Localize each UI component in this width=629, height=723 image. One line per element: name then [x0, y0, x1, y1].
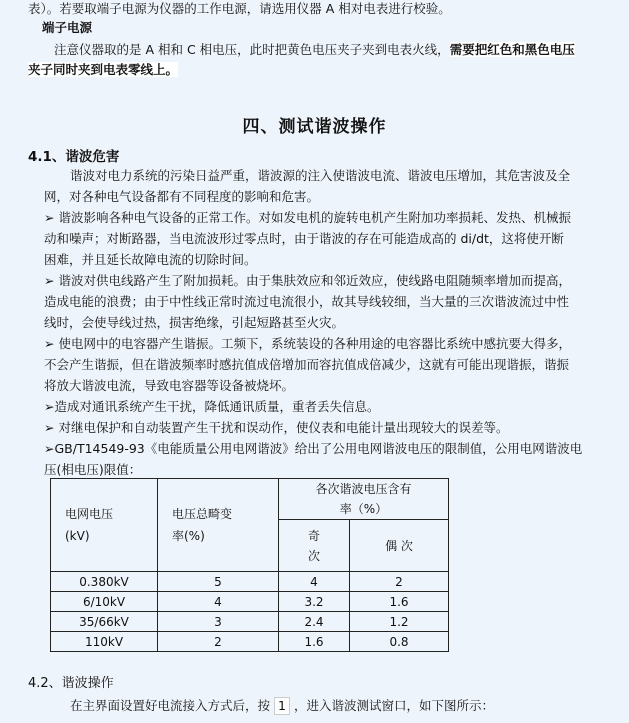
section-title: 四、测试谐波操作	[242, 117, 387, 137]
note-line	[54, 40, 575, 60]
note-bold-text: 需要把红色和黑色电压	[449, 42, 575, 57]
header-text: 奇	[307, 528, 320, 543]
table-cell: 4	[279, 572, 350, 592]
table-cell: 1.6	[279, 632, 350, 652]
paragraph-line: 动和噪声；对断路器，当电流波形过零点时，由于谐波的存在可能造成高的 di/dt，这将使开断	[44, 231, 564, 246]
paragraph-line: 不会产生谐振，但在谐波频率时感抗值成倍增加而容抗值成倍减少，这就有可能出现谐振，谐振	[44, 357, 570, 372]
col-header-even: 偶 次	[350, 520, 449, 572]
table-cell: 2	[158, 632, 279, 652]
note-text: 注意仪器取的是 A 相和 C 相电压，此时把黄色电压夹子夹到电表火线，	[54, 42, 450, 57]
header-text: 率(%)	[172, 529, 205, 543]
paragraph-line: 压(相电压)限值：	[44, 462, 142, 477]
terminal-power-heading: 端子电源	[42, 20, 93, 35]
table-row	[51, 572, 449, 592]
col-header-odd	[279, 520, 350, 572]
col-header-harmonic-content	[279, 479, 449, 520]
header-text: 次	[307, 548, 320, 563]
col-header-total-distortion	[158, 479, 279, 572]
paragraph-line: 将放大谐波电流，导致电容器等设备被烧坏。	[44, 378, 295, 393]
paragraph-line: 谐波对电力系统的污染日益严重，谐波源的注入使谐波电流、谐波电压增加，其危害波及全	[70, 168, 571, 183]
table-cell: 0.380kV	[51, 572, 158, 592]
section-4-2-heading: 4.2、谐波操作	[28, 676, 114, 691]
table-cell: 6/10kV	[51, 592, 158, 612]
note-bold-text-2: 夹子同时夹到电表零线上。	[28, 62, 179, 77]
header-text: 率（%）	[339, 502, 388, 516]
instruction-text: 在主界面设置好电流接入方式后，按	[70, 698, 271, 713]
paragraph-line: 困难，并且延长故障电流的切除时间。	[44, 252, 257, 267]
table-cell: 2	[350, 572, 449, 592]
bullet-line: ➢ 谐波影响各种电气设备的正常工作。对如发电机的旋转电机产生附加功率损耗、发热、机械振	[44, 210, 571, 225]
bullet-line: ➢ 对继电保护和自动装置产生干扰和误动作，使仪表和电能计量出现较大的误差等。	[44, 420, 509, 435]
bullet-line: ➢造成对通讯系统产生干扰，降低通讯质量，重者丢失信息。	[44, 399, 380, 414]
bullet-line: ➢ 使电网中的电容器产生谐振。工频下，系统装设的各种用途的电容器比系统中感抗要大得多，	[44, 336, 571, 351]
col-header-grid-voltage	[51, 479, 158, 572]
header-text: 电压总畸变	[172, 507, 233, 521]
table-row	[51, 632, 449, 652]
header-text: (kV)	[65, 529, 90, 543]
paragraph-line: 造成电能的浪费；由于中性线正常时流过电流很小，故其导线较细，当大量的三次谐波流过中性	[44, 294, 570, 309]
table-cell: 3.2	[279, 592, 350, 612]
table-cell: 1.2	[350, 612, 449, 632]
harmonic-limit-table	[50, 478, 449, 652]
table-row	[51, 612, 449, 632]
note-line-2	[28, 60, 178, 80]
table-cell: 110kV	[51, 632, 158, 652]
header-text: 各次谐波电压含有	[315, 482, 412, 496]
section-4-1-heading: 4.1、谐波危害	[28, 149, 120, 165]
table-cell: 1.6	[350, 592, 449, 612]
paragraph-line: 线时，会使导线过热，损害绝缘，引起短路甚至火灾。	[44, 315, 345, 330]
table-cell: 3	[158, 612, 279, 632]
instruction-text: ，进入谐波测试窗口，如下图所示：	[293, 698, 494, 713]
paragraph-line: 网，对各种电气设备都有不同程度的影响和危害。	[44, 189, 320, 204]
table-cell: 5	[158, 572, 279, 592]
key-1-box: 1	[274, 697, 290, 715]
bullet-line: ➢GB/T14549-93《电能质量公用电网谐波》给出了公用电网谐波电压的限制值，公用电网谐波电	[44, 441, 583, 456]
table-cell: 0.8	[350, 632, 449, 652]
table-cell: 2.4	[279, 612, 350, 632]
bullet-line: ➢ 谐波对供电线路产生了附加损耗。由于集肤效应和邻近效应，使线路电阻随频率增加而提高，	[44, 273, 571, 288]
table-row	[51, 592, 449, 612]
intro-line-1: 表）。若要取端子电源为仪器的工作电源，请选用仪器 A 相对电表进行校验。	[28, 1, 451, 16]
header-text: 电网电压	[65, 507, 114, 521]
table-cell: 35/66kV	[51, 612, 158, 632]
section-4-2-line	[70, 696, 494, 716]
table-cell: 4	[158, 592, 279, 612]
